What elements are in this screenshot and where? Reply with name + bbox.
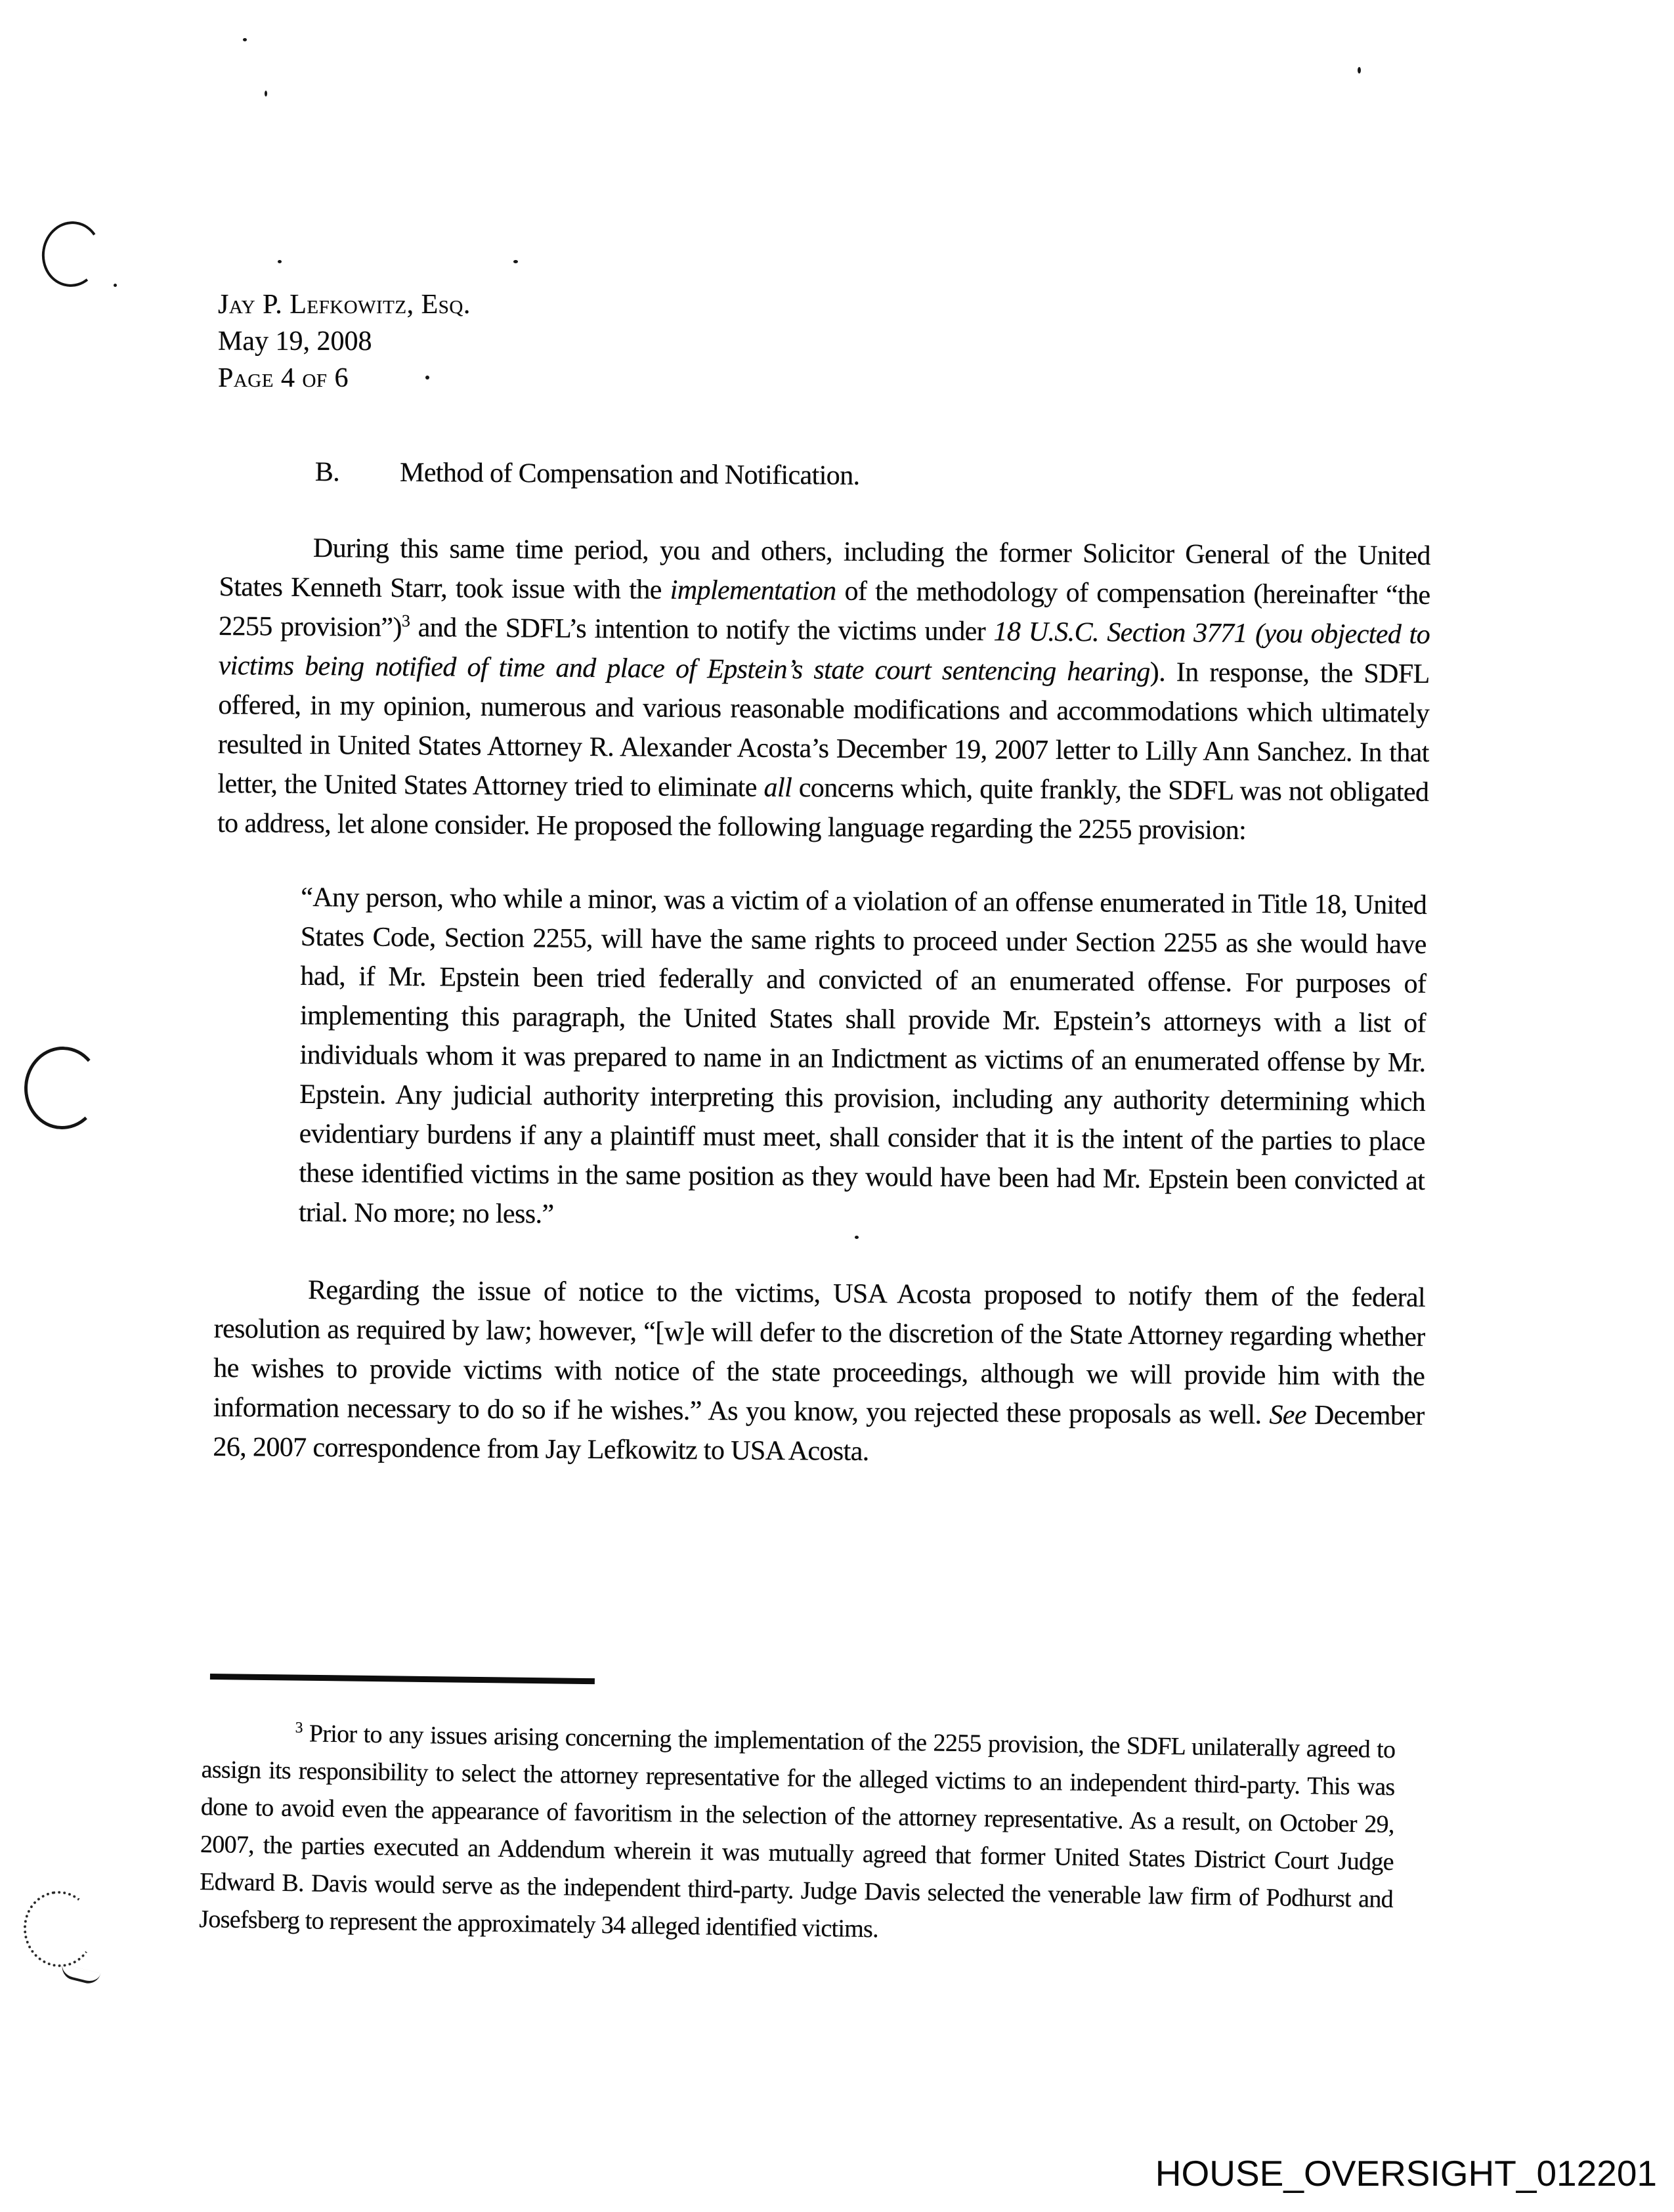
hole-punch-mark-middle bbox=[22, 1045, 102, 1131]
scan-speck bbox=[278, 260, 282, 263]
paragraph-2 bbox=[213, 1270, 1425, 1475]
scan-speck bbox=[114, 284, 117, 287]
italic-word-implementation: implementation bbox=[670, 575, 836, 607]
page-number-label: Page 4 of 6 bbox=[218, 363, 349, 393]
scan-arc-fragment bbox=[59, 1964, 100, 1986]
italic-word-all: all bbox=[763, 772, 792, 804]
section-heading bbox=[315, 452, 1431, 500]
page-header bbox=[218, 286, 471, 397]
proposed-language-blockquote: “Any person, who while a minor, was a victim of a violation of an offense enumerated in Title 18, United States Code, Section 2255, will have the same rights to proceed under Section 2255 as she would have had, if Mr. Epstein been tried federally and convicted of an enumerated offense. For purposes of implementing this paragraph, the United States shall provide Mr. Epstein’s attorneys with a list of individuals whom it was prepared to name in an Indictment as victims of an enumerated offense by Mr. Epstein. Any judicial authority interpreting this provision, including any authority determining which evidentiary burdens if any a plaintiff must meet, shall consider that it is the intent of the parties to place these identified victims in the same position as they would have been had Mr. Epstein been convicted at trial. No more; no less.” bbox=[298, 882, 1427, 1230]
italic-statute-clause: 18 U.S.C. Section 3771 (you objected to victims being notified of time and place of Epstein’s state court sentencing hearing bbox=[218, 617, 1430, 687]
text-run: and the SDFL’s intention to notify the victims under bbox=[410, 613, 994, 647]
letter-date: May 19, 2008 bbox=[218, 326, 372, 357]
text-run: ). In response, the SDFL offered, in my opinion, numerous and various reasonable modifications and accommodations which ultimately resulted in United States Attorney R. Alexander Acosta’s December 19, 2007 letter to Lilly Ann Sanchez. In that letter, the United States Attorney tried to eliminate bbox=[217, 657, 1430, 803]
footnote-text: Prior to any issues arising concerning the implementation of the 2255 provision, the SDFL unilaterally agreed to assign its responsibility to select the attorney representative for the alleged victims to an independent third-party. This was done to avoid even the appearance of favoritism in the selection of the attorney representative. As a result, on October 29, 2007, the parties executed an Addendum wherein it was mutually agreed that former United States District Court Judge Edward B. Davis would serve as the independent third-party. Judge Davis selected the venerable law firm of Podhurst and Josefsberg to represent the approximately 34 alleged identified victims. bbox=[199, 1720, 1396, 1943]
italic-word-see: See bbox=[1269, 1400, 1307, 1431]
text-run: December 26, 2007 correspondence from Jay Lefkowitz to USA Acosta. bbox=[213, 1400, 1425, 1467]
bates-stamp: HOUSE_OVERSIGHT_012201 bbox=[1155, 2153, 1657, 2194]
scan-speck bbox=[265, 91, 267, 97]
scan-speck bbox=[243, 38, 247, 41]
scan-speck bbox=[513, 260, 518, 263]
recipient-name: Jay P. Lefkowitz, Esq. bbox=[218, 290, 471, 320]
scan-speck bbox=[1358, 67, 1361, 74]
hole-punch-mark-bottom bbox=[18, 1886, 99, 1972]
footnote-3 bbox=[199, 1714, 1396, 1956]
text-run: concerns which, quite frankly, the SDFL was not obligated to address, let alone consider. He proposed the following language regarding the 2255 provision: bbox=[217, 773, 1429, 846]
section-title: Method of Compensation and Notification. bbox=[399, 457, 860, 491]
hole-punch-mark-top bbox=[37, 217, 106, 292]
text-run: of the methodology of compensation (hereinafter “the 2255 provision”) bbox=[218, 576, 1430, 643]
letter-body bbox=[213, 452, 1431, 1475]
section-letter: B. bbox=[314, 457, 340, 488]
paragraph-1 bbox=[217, 528, 1430, 852]
footnote-separator-rule bbox=[210, 1674, 595, 1684]
text-run: Regarding the issue of notice to the victims, USA Acosta proposed to notify them of the federal resolution as required by law; however, “[w]e will defer to the discretion of the State Attorney regarding whether he wishes to provide victims with notice of the state proceedings, although we will provide him with the information necessary to do so if he wishes.” As you know, you rejected these proposals as well. bbox=[213, 1274, 1426, 1431]
text-run: During this same time period, you and others, including the former Solicitor General of the United States Kenneth Starr, took issue with the bbox=[219, 532, 1431, 605]
footnote-reference-3: 3 bbox=[401, 611, 410, 631]
footnote-marker: 3 bbox=[295, 1719, 303, 1737]
